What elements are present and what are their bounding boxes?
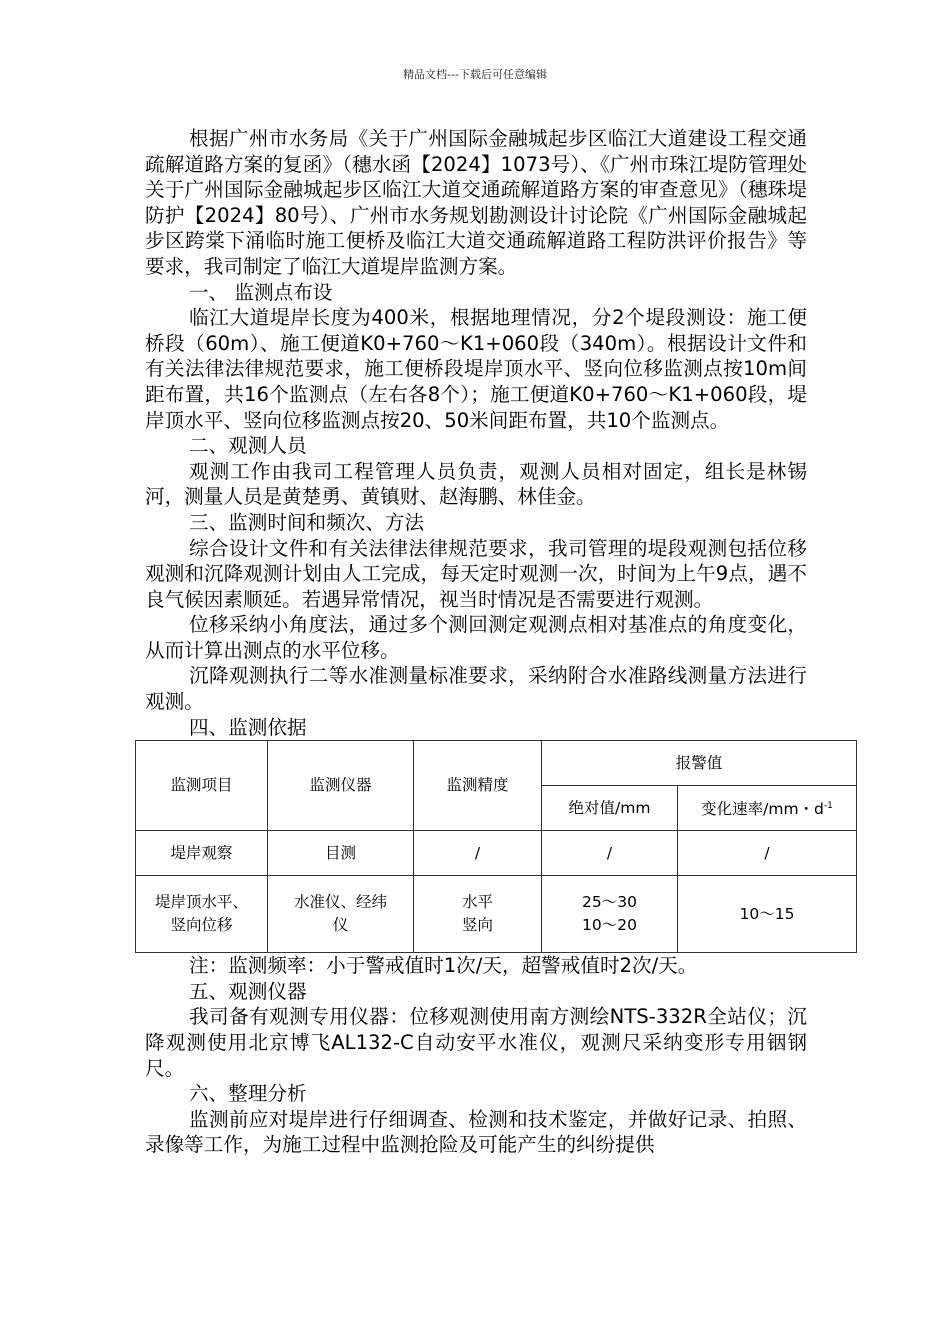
cell-absolute-line-2: 10～20 xyxy=(582,916,637,935)
header-absolute-value: 绝对值/mm xyxy=(542,786,678,831)
header-monitoring-instrument: 监测仪器 xyxy=(268,741,414,831)
page-header: 精品文档---下载后可任意编辑 xyxy=(403,68,547,81)
header-change-rate xyxy=(678,786,857,831)
cell-item: 堤岸观察 xyxy=(136,831,268,876)
cell-absolute xyxy=(542,876,678,953)
section-1-title: 一、 监测点布设 xyxy=(189,280,333,304)
cell-absolute: / xyxy=(542,831,678,876)
document-body xyxy=(145,126,833,1158)
cell-instrument-line-2: 仪 xyxy=(332,916,349,935)
cell-instrument-line-1: 水准仪、经纬 xyxy=(293,893,387,912)
table-header-row-1 xyxy=(136,741,857,786)
cell-rate: / xyxy=(678,831,857,876)
cell-absolute-line-1: 25～30 xyxy=(582,893,637,912)
cell-precision xyxy=(414,876,542,953)
section-5-paragraph: 我司备有观测专用仪器：位移观测使用南方测绘NTS-332R全站仪；沉降观测使用北京博飞AL132-C自动安平水准仪，观测尺采纳变形专用铟钢尺。 xyxy=(145,1005,807,1080)
cell-rate: 10～15 xyxy=(678,876,857,953)
intro-paragraph: 根据广州市水务局《关于广州国际金融城起步区临江大道建设工程交通疏解道路方案的复函》（穗水函【2024】1073号）、《广州市珠江堤防管理处关于广州国际金融城起步区临江大道交通疏解道路方案的审查意见》（穗珠堤防护【2024】80号）、广州市水务规划勘测设计讨论院《广州国际金融城起步区跨棠下涌临时施工便桥及临江大道交通疏解道路工程防洪评价报告》等要求，我司制定了临江大道堤岸监测方案。 xyxy=(145,127,807,278)
table-note: 注：监测频率：小于警戒值时1次/天，超警戒值时2次/天。 xyxy=(189,954,698,978)
section-3-title: 三、监测时间和频次、方法 xyxy=(189,510,425,534)
section-3-paragraph-1: 综合设计文件和有关法律法律规范要求，我司管理的堤段观测包括位移观测和沉降观测计划由人工完成，每天定时观测一次，时间为上午9点，遇不良气候因素顺延。若遇异常情况，视当时情况是否需要进行观测。 xyxy=(145,536,807,611)
header-change-rate-label: 变化速率/mm・d xyxy=(701,800,824,819)
section-6-paragraph: 监测前应对堤岸进行仔细调查、检测和技术鉴定，并做好记录、拍照、录像等工作，为施工过程中监测抢险及可能产生的纠纷提供 xyxy=(145,1107,807,1157)
section-2-paragraph: 观测工作由我司工程管理人员负责，观测人员相对固定，组长是林锡河，测量人员是黄楚勇、黄镇财、赵海鹏、林佳金。 xyxy=(145,459,807,509)
section-3-paragraph-2: 位移采纳小角度法，通过多个测回测定观测点相对基准点的角度变化，从而计算出测点的水平位移。 xyxy=(145,613,807,662)
header-monitoring-item: 监测项目 xyxy=(136,741,268,831)
section-2-title: 二、观测人员 xyxy=(189,434,307,458)
cell-item xyxy=(136,876,268,953)
section-3-paragraph-3: 沉降观测执行二等水准测量标准要求，采纳附合水准路线测量方法进行观测。 xyxy=(145,664,807,714)
header-change-rate-sup: -1 xyxy=(823,801,833,812)
cell-instrument: 目测 xyxy=(268,831,414,876)
monitoring-table-wrapper xyxy=(135,740,856,953)
cell-instrument xyxy=(268,876,414,953)
section-4-title: 四、监测依据 xyxy=(189,715,307,739)
table-row xyxy=(136,876,857,953)
section-5-title: 五、观测仪器 xyxy=(189,979,307,1003)
cell-precision: / xyxy=(414,831,542,876)
cell-item-line-1: 堤岸顶水平、 xyxy=(154,893,248,912)
table-row xyxy=(136,831,857,876)
monitoring-table xyxy=(135,740,857,953)
section-1-paragraph: 临江大道堤岸长度为400米，根据地理情况，分2个堤段测设：施工便桥段（60m）、施工便道K0+760～K1+060段（340m）。根据设计文件和有关法律法律规范要求，施工便桥段堤岸顶水平、竖向位移监测点按10m间距布置，共16个监测点（左右各8个）；施工便道K0+760～K1+060段，堤岸顶水平、竖向位移监测点按20、50米间距布置，共10个监测点。 xyxy=(145,306,807,432)
cell-item-line-2: 竖向位移 xyxy=(170,916,233,935)
cell-precision-line-2: 竖向 xyxy=(461,916,493,935)
header-monitoring-precision: 监测精度 xyxy=(414,741,542,831)
section-6-title: 六、整理分析 xyxy=(189,1082,307,1106)
cell-precision-line-1: 水平 xyxy=(461,893,493,912)
header-alarm-value: 报警值 xyxy=(542,741,857,786)
